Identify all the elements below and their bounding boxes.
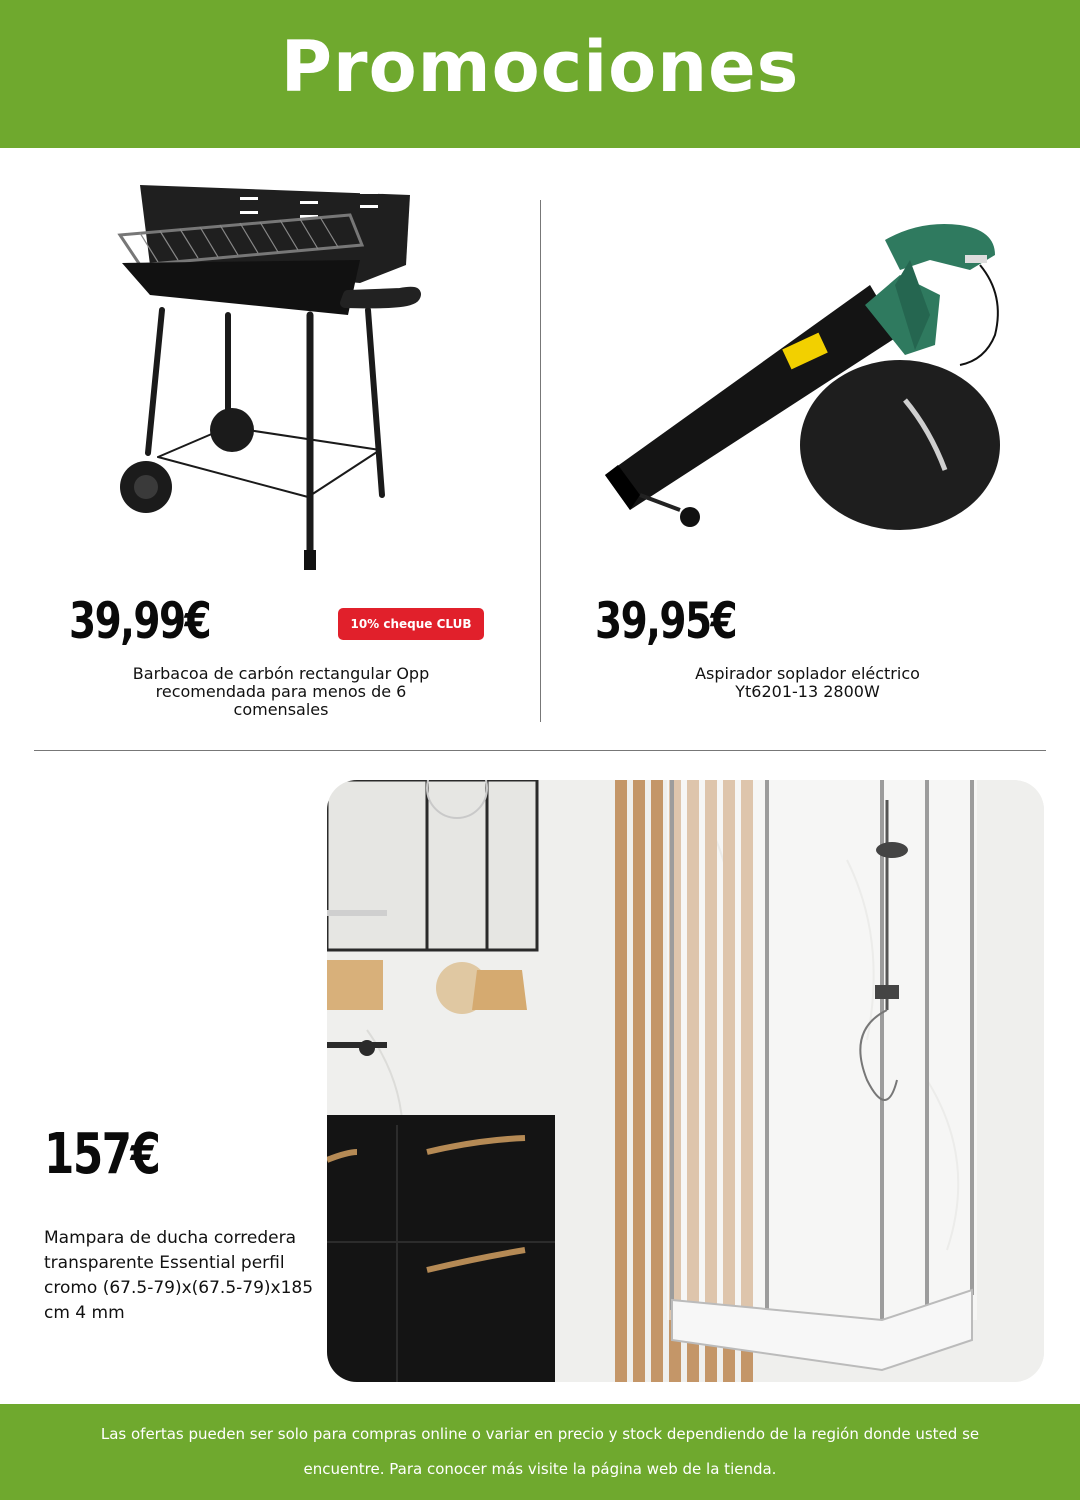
product-description[interactable]: Aspirador soplador eléctrico Yt6201-13 2800W (695, 664, 920, 701)
footer-banner (0, 1404, 1080, 1500)
shower-screen-image[interactable] (327, 780, 1044, 1382)
column-divider (540, 200, 541, 722)
leaf-blower-image[interactable] (600, 215, 1020, 535)
product-description[interactable]: Mampara de ducha corredera transparente Essential perfil cromo (67.5-79)x(67.5-79)x185 cm 4 mm (44, 1228, 314, 1323)
product-description[interactable]: Barbacoa de carbón rectangular Opp recomendada para menos de 6 comensales (132, 664, 430, 719)
product-price: 157€ (44, 1122, 160, 1187)
club-discount-badge[interactable]: 10% cheque CLUB (338, 608, 484, 640)
header-banner (0, 0, 1080, 148)
row-divider (34, 750, 1046, 751)
disclaimer-text: Las ofertas pueden ser solo para compras online o variar en precio y stock dependiendo de la región donde usted se encuentre. Para conocer más visite la página web de la tienda. (100, 1425, 980, 1478)
barbecue-image[interactable] (110, 165, 430, 575)
product-price: 39,95€ (595, 592, 737, 650)
page-title: Promociones (280, 26, 800, 108)
product-price: 39,99€ (69, 592, 211, 650)
